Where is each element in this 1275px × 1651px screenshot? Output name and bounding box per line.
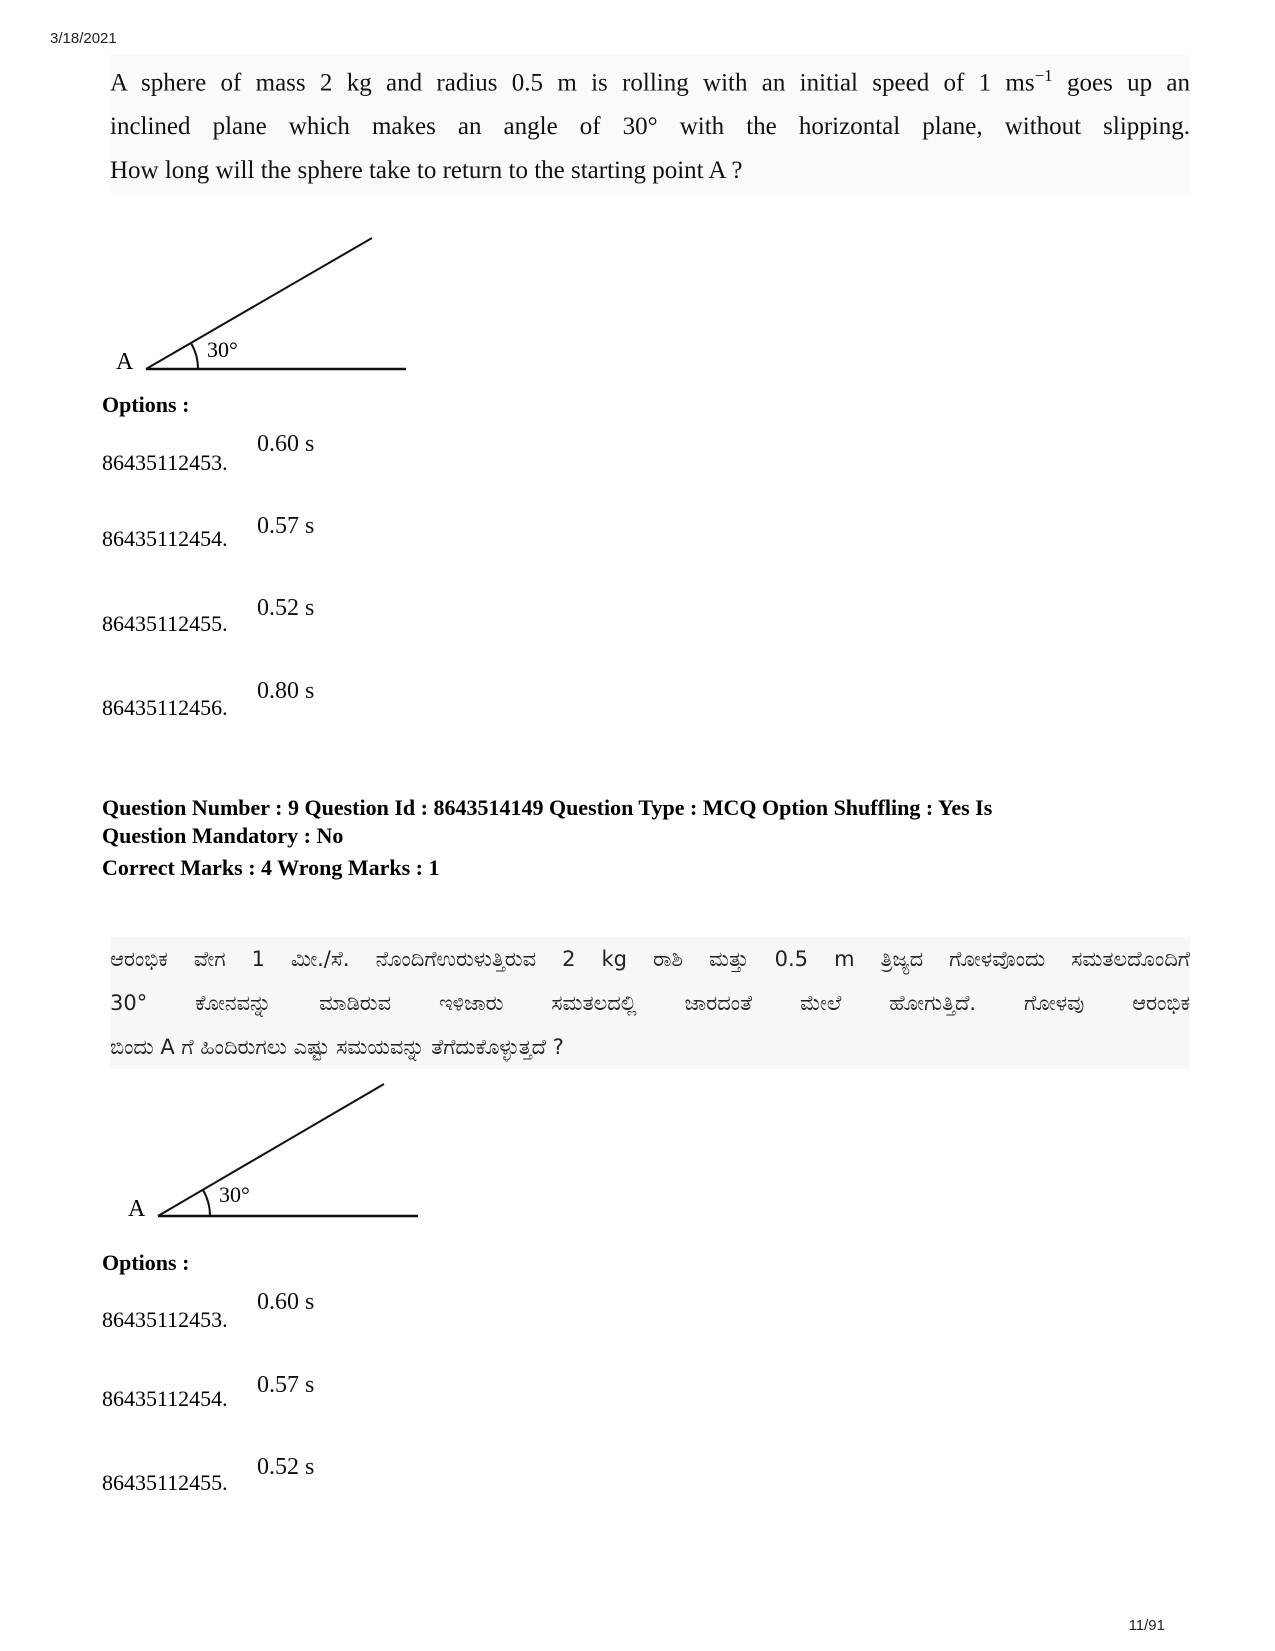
question-line: inclined plane which makes an angle of 30° with the horizontal plane, without slipping. <box>110 113 1190 141</box>
question-text-kannada <box>110 937 1190 1069</box>
question-meta-line: Question Mandatory : No <box>102 823 344 848</box>
angle-arc <box>191 343 198 369</box>
question-line: ಆರಂಭಿಕ ವೇಗ 1 ಮೀ./ಸೆ. ನೊಂದಿಗೆಉರುಳುತ್ತಿರುವ 2 kg ರಾಶಿ ಮತ್ತು 0.5 m ತ್ರಿಜ್ಯದ ಗೋಳವೊಂದು ಸಮತಲದೊಂದಿಗೆ <box>110 947 1190 971</box>
question-metadata <box>102 794 1152 882</box>
question-meta-line: Question Number : 9 Question Id : 8643514149 Question Type : MCQ Option Shuffling : Yes Is <box>102 795 993 820</box>
option-id: 86435112453. <box>102 1307 228 1332</box>
option-id: 86435112454. <box>102 526 228 551</box>
option-value: 0.80 s <box>257 678 315 704</box>
angle-label: 30° <box>207 337 238 362</box>
option-id: 86435112455. <box>102 611 228 636</box>
question-text-english <box>110 54 1190 193</box>
option-value: 0.57 s <box>257 1372 315 1398</box>
option-id: 86435112456. <box>102 695 228 720</box>
option-value: 0.52 s <box>257 595 315 621</box>
question-marks: Correct Marks : 4 Wrong Marks : 1 <box>102 855 440 880</box>
option-id: 86435112455. <box>102 1470 228 1495</box>
incline-diagram <box>122 1078 442 1228</box>
question-line-text: A sphere of mass 2 kg and radius 0.5 m is rolling with an initial speed of 1 ms <box>110 69 1035 97</box>
option-id: 86435112454. <box>102 1386 228 1411</box>
incline-diagram <box>110 230 430 380</box>
print-date: 3/18/2021 <box>50 30 117 47</box>
question-line: 30° ಕೋನವನ್ನು ಮಾಡಿರುವ ಇಳಿಜಾರು ಸಮತಲದಲ್ಲಿ ಜಾರದಂತೆ ಮೇಲೆ ಹೋಗುತ್ತಿದೆ. ಗೋಳವು ಆರಂಭಿಕ <box>110 991 1190 1015</box>
option-value: 0.52 s <box>257 1454 315 1480</box>
angle-arc <box>203 1190 210 1216</box>
incline-line <box>158 1084 384 1216</box>
option-value: 0.60 s <box>257 431 315 457</box>
question-line: How long will the sphere take to return to the starting point A ? <box>110 157 743 185</box>
options-heading: Options : <box>102 392 190 417</box>
question-line: ಬಿಂದು A ಗೆ ಹಿಂದಿರುಗಲು ಎಷ್ಟು ಸಮಯವನ್ನು ತೆಗೆದುಕೊಳ್ಳುತ್ತದೆ ? <box>110 1035 564 1059</box>
question-line-end: goes up an <box>1052 69 1190 97</box>
question-line <box>110 54 1190 105</box>
incline-line <box>146 238 372 369</box>
point-label: A <box>116 349 134 375</box>
option-value: 0.57 s <box>257 513 315 539</box>
angle-label: 30° <box>219 1182 250 1207</box>
option-value: 0.60 s <box>257 1289 315 1315</box>
options-heading: Options : <box>102 1250 190 1275</box>
point-label: A <box>128 1196 146 1222</box>
page-number: 11/91 <box>1128 1617 1165 1634</box>
option-id: 86435112453. <box>102 450 228 475</box>
unit-exponent: −1 <box>1034 66 1053 85</box>
